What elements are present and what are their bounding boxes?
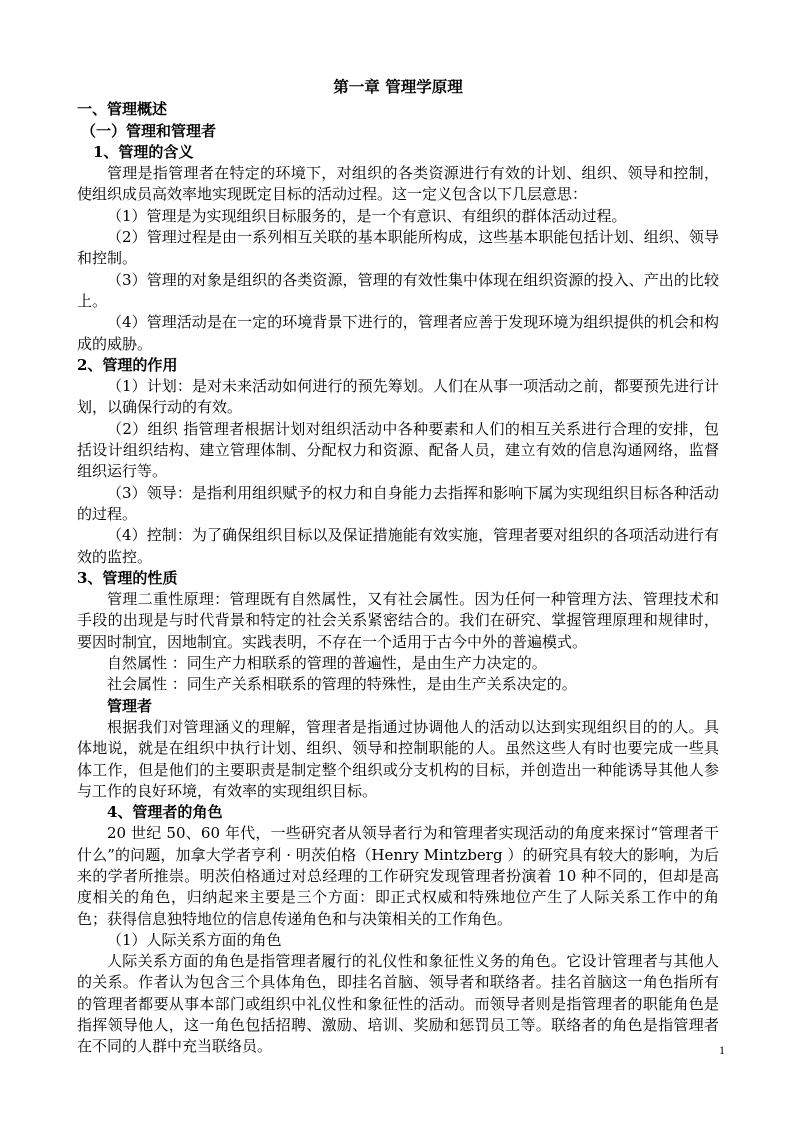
social-attribute: 社会属性 ：同生产关系相联系的管理的特殊性，是由生产关系决定的。 — [107, 675, 577, 694]
paragraph-manager: 根据我们对管理涵义的理解，管理者是指通过协调他人的活动以达到实现组织目的的人。具体地说，就是在组织中执行计划、组织、领导和控制职能的人。虽然这些人有时也要完成一些具体工作，但是他们的主要职责是制定整个组织或分支机构的目标，并创造出一种能诱导其他人参与工作的良好环境，有效率的实现组织目标。 — [77, 717, 719, 800]
heading-manager-roles: 4、管理者的角色 — [107, 803, 223, 822]
subheading-interpersonal: （1）人际关系方面的角色 — [107, 930, 282, 949]
role-item-2: （2）组织 指管理者根据计划对组织活动中各种要素和人们的相互关系进行合理的安排，包括设计组织结构、建立管理体制、分配权力和资源、配备人员，建立有效的信息沟通网络，监督组织运行等。 — [77, 419, 719, 481]
paragraph-meaning-intro: 管理是指管理者在特定的环境下，对组织的各类资源进行有效的计划、组织、领导和控制，使组织成员高效率地实现既定目标的活动过程。这一定义包含以下几层意思： — [77, 164, 719, 204]
meaning-item-4: （4）管理活动是在一定的环境背景下进行的，管理者应善于发现环境为组织提供的机会和构成的威胁。 — [77, 313, 719, 353]
heading-manager: 管理者 — [107, 696, 153, 715]
paragraph-interpersonal: 人际关系方面的角色是指管理者履行的礼仪性和象征性义务的角色。它设计管理者与其他人的关系。作者认为包含三个具体角色，即挂名首脑、领导者和联络者。挂名首脑这一角色指所有的管理者都要从事本部门或组织中礼仪性和象征性的活动。而领导者则是指管理者的职能角色是指挥领导他人，这一角色包括招聘、激励、培训、奖励和惩罚员工等。联络者的角色是指管理者在不同的人群中充当联络员。 — [77, 952, 719, 1056]
paragraph-nature: 管理二重性原理：管理既有自然属性，又有社会属性。因为任何一种管理方法、管理技术和手段的出现是与时代背景和特定的社会关系紧密结合的。我们在研究、掌握管理原理和规律时，要因时制宜，因地制宜。实践表明，不存在一个适用于古今中外的普遍模式。 — [77, 590, 719, 651]
page-number: 1 — [719, 1043, 725, 1057]
subsection-heading: （一）管理和管理者 — [81, 121, 217, 140]
role-item-3: （3）领导：是指利用组织赋予的权力和自身能力去指挥和影响下属为实现组织目标各种活动的过程。 — [77, 483, 719, 523]
paragraph-manager-roles: 20 世纪 50、60 年代，一些研究者从领导者行为和管理者实现活动的角度来探讨“管理者干什么”的问题，加拿大学者亨利 · 明茨伯格（Henry Mintzberg ）的研究具有较大的影响，为后来的学者所推崇。明茨伯格通过对总经理的工作研究发现管理者扮演着 10 种不同的，但却是高度相关的角色，归纳起来主要是三个方面：即正式权威和特殊地位产生了人际关系工作中的角色；获得信息独特地位的信息传递角色和与决策相关的工作角色。 — [77, 824, 719, 928]
section-heading: 一、管理概述 — [77, 100, 168, 119]
natural-attribute: 自然属性 ：同生产力相联系的管理的普遍性，是由生产力决定的。 — [107, 654, 547, 673]
role-item-1: （1）计划：是对未来活动如何进行的预先筹划。人们在从事一项活动之前，都要预先进行计划，以确保行动的有效。 — [77, 377, 719, 417]
heading-nature: 3、管理的性质 — [77, 568, 178, 587]
chapter-title: 第一章 管理学原理 — [333, 77, 463, 96]
meaning-item-1: （1）管理是为实现组织目标服务的，是一个有意识、有组织的群体活动过程。 — [107, 206, 627, 225]
role-item-4: （4）控制：为了确保组织目标以及保证措施能有效实施，管理者要对组织的各项活动进行有效的监控。 — [77, 526, 719, 566]
meaning-item-2: （2）管理过程是由一系列相互关联的基本职能所构成，这些基本职能包括计划、组织、领导和控制。 — [77, 228, 719, 268]
heading-meaning: 1、管理的含义 — [93, 142, 194, 161]
document-body — [77, 76, 719, 1058]
heading-role: 2、管理的作用 — [77, 355, 178, 374]
meaning-item-3: （3）管理的对象是组织的各类资源，管理的有效性集中体现在组织资源的投入、产出的比较上。 — [77, 270, 719, 310]
